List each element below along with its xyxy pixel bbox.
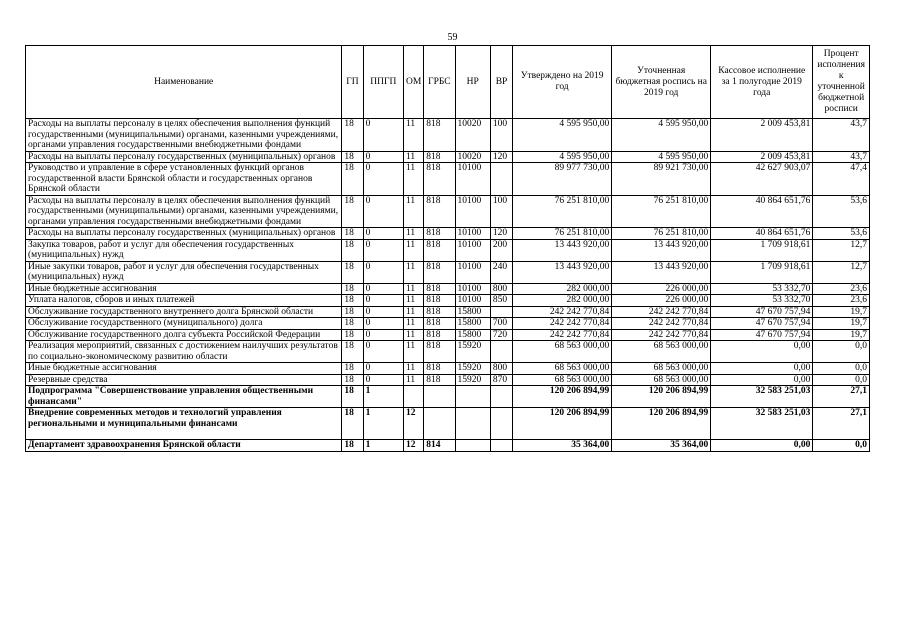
- table-row: [26, 151, 870, 163]
- cell-nr: [455, 408, 490, 440]
- header-om: ОМ: [404, 46, 424, 119]
- cell-vr: [490, 341, 512, 363]
- cell-updated: 76 251 810,00: [612, 195, 711, 228]
- cell-gp: 18: [342, 119, 363, 152]
- cell-percent: 0,0: [813, 363, 870, 375]
- cell-updated: 89 921 730,00: [612, 163, 711, 196]
- cell-nr: 15920: [455, 374, 490, 386]
- cell-approved: 282 000,00: [513, 283, 612, 295]
- cell-name: Расходы на выплаты персоналу государственных (муниципальных) органов: [26, 228, 342, 240]
- cell-grbs: 818: [424, 163, 455, 196]
- cell-gp: 18: [342, 440, 363, 452]
- cell-gp: 18: [342, 318, 363, 330]
- cell-om: 11: [404, 329, 424, 341]
- cell-grbs: 818: [424, 228, 455, 240]
- table-row: [26, 318, 870, 330]
- cell-percent: 53,6: [813, 228, 870, 240]
- cell-cash: 47 670 757,94: [711, 318, 813, 330]
- cell-updated: 68 563 000,00: [612, 363, 711, 375]
- cell-percent: 43,7: [813, 119, 870, 152]
- cell-nr: 10100: [455, 295, 490, 307]
- cell-cash: 0,00: [711, 363, 813, 375]
- cell-grbs: 818: [424, 341, 455, 363]
- cell-vr: 240: [490, 261, 512, 283]
- cell-grbs: 818: [424, 151, 455, 163]
- cell-cash: 40 864 651,76: [711, 195, 813, 228]
- cell-om: 11: [404, 119, 424, 152]
- cell-vr: 120: [490, 228, 512, 240]
- cell-cash: 2 009 453,81: [711, 151, 813, 163]
- table-row: [26, 195, 870, 228]
- cell-name: Иные бюджетные ассигнования: [26, 283, 342, 295]
- cell-ppgp: 0: [363, 261, 403, 283]
- cell-om: [404, 386, 424, 408]
- cell-vr: 100: [490, 195, 512, 228]
- cell-cash: 1 709 918,61: [711, 239, 813, 261]
- cell-percent: 0,0: [813, 374, 870, 386]
- cell-om: 12: [404, 408, 424, 440]
- table-row: [26, 440, 870, 452]
- cell-cash: 2 009 453,81: [711, 119, 813, 152]
- cell-ppgp: 0: [363, 119, 403, 152]
- cell-nr: 15800: [455, 318, 490, 330]
- cell-approved: 120 206 894,99: [513, 408, 612, 440]
- cell-cash: 32 583 251,03: [711, 386, 813, 408]
- header-approved: Утверждено на 2019 год: [513, 46, 612, 119]
- cell-cash: 47 670 757,94: [711, 306, 813, 318]
- cell-percent: 0,0: [813, 341, 870, 363]
- cell-updated: 120 206 894,99: [612, 386, 711, 408]
- cell-cash: 42 627 903,07: [711, 163, 813, 196]
- cell-gp: 18: [342, 306, 363, 318]
- cell-gp: 18: [342, 283, 363, 295]
- cell-om: 11: [404, 363, 424, 375]
- cell-approved: 4 595 950,00: [513, 119, 612, 152]
- cell-name: Закупка товаров, работ и услуг для обеспечения государственных (муниципальных) нужд: [26, 239, 342, 261]
- cell-vr: [490, 306, 512, 318]
- cell-updated: 242 242 770,84: [612, 318, 711, 330]
- cell-vr: 100: [490, 119, 512, 152]
- cell-om: 11: [404, 163, 424, 196]
- cell-gp: 18: [342, 408, 363, 440]
- cell-gp: 18: [342, 239, 363, 261]
- cell-ppgp: 0: [363, 283, 403, 295]
- cell-percent: 47,4: [813, 163, 870, 196]
- cell-ppgp: 1: [363, 408, 403, 440]
- cell-om: 11: [404, 341, 424, 363]
- budget-table: [25, 45, 870, 452]
- cell-ppgp: 0: [363, 151, 403, 163]
- cell-ppgp: 1: [363, 386, 403, 408]
- cell-updated: 13 443 920,00: [612, 239, 711, 261]
- cell-gp: 18: [342, 386, 363, 408]
- cell-name: Департамент здравоохранения Брянской области: [26, 440, 342, 452]
- cell-nr: [455, 386, 490, 408]
- cell-nr: 10100: [455, 239, 490, 261]
- cell-grbs: 818: [424, 329, 455, 341]
- cell-gp: 18: [342, 163, 363, 196]
- cell-ppgp: 0: [363, 363, 403, 375]
- cell-percent: 27,1: [813, 386, 870, 408]
- cell-name: Резервные средства: [26, 374, 342, 386]
- header-gp: ГП: [342, 46, 363, 119]
- cell-cash: 0,00: [711, 440, 813, 452]
- cell-grbs: 818: [424, 119, 455, 152]
- cell-om: 11: [404, 228, 424, 240]
- cell-vr: 200: [490, 239, 512, 261]
- cell-vr: [490, 408, 512, 440]
- header-nr: НР: [455, 46, 490, 119]
- cell-updated: 68 563 000,00: [612, 341, 711, 363]
- cell-gp: 18: [342, 295, 363, 307]
- cell-approved: 89 977 730,00: [513, 163, 612, 196]
- cell-om: 11: [404, 151, 424, 163]
- cell-vr: [490, 163, 512, 196]
- cell-name: Внедрение современных методов и технологий управления региональными и муниципальными финансами: [26, 408, 342, 440]
- cell-cash: 1 709 918,61: [711, 261, 813, 283]
- cell-name: Обслуживание государственного долга субъекта Российской Федерации: [26, 329, 342, 341]
- table-row: [26, 295, 870, 307]
- cell-name: Обслуживание государственного внутреннего долга Брянской области: [26, 306, 342, 318]
- cell-percent: 19,7: [813, 329, 870, 341]
- cell-name: Расходы на выплаты персоналу в целях обеспечения выполнения функций государственными (муниципальными) органами, казенными учреждениями, органами управления государственными внебюджетными фондами: [26, 195, 342, 228]
- table-row: [26, 306, 870, 318]
- cell-om: 11: [404, 283, 424, 295]
- cell-om: 11: [404, 295, 424, 307]
- cell-om: 11: [404, 261, 424, 283]
- table-row: [26, 374, 870, 386]
- cell-updated: 68 563 000,00: [612, 374, 711, 386]
- cell-grbs: 818: [424, 261, 455, 283]
- header-cash: Кассовое исполнение за 1 полугодие 2019 года: [711, 46, 813, 119]
- table-row: [26, 119, 870, 152]
- cell-ppgp: 0: [363, 374, 403, 386]
- cell-percent: 19,7: [813, 306, 870, 318]
- cell-om: 11: [404, 239, 424, 261]
- cell-approved: 242 242 770,84: [513, 306, 612, 318]
- cell-updated: 35 364,00: [612, 440, 711, 452]
- cell-approved: 282 000,00: [513, 295, 612, 307]
- cell-updated: 120 206 894,99: [612, 408, 711, 440]
- header-grbs: ГРБС: [424, 46, 455, 119]
- cell-updated: 242 242 770,84: [612, 306, 711, 318]
- cell-percent: 43,7: [813, 151, 870, 163]
- cell-ppgp: 0: [363, 329, 403, 341]
- cell-cash: 40 864 651,76: [711, 228, 813, 240]
- cell-name: Иные закупки товаров, работ и услуг для обеспечения государственных (муниципальных) нужд: [26, 261, 342, 283]
- cell-approved: 13 443 920,00: [513, 261, 612, 283]
- cell-percent: 12,7: [813, 261, 870, 283]
- cell-grbs: 818: [424, 195, 455, 228]
- cell-percent: 27,1: [813, 408, 870, 440]
- cell-nr: 10100: [455, 261, 490, 283]
- cell-percent: 23,6: [813, 283, 870, 295]
- table-row: [26, 341, 870, 363]
- table-row: [26, 283, 870, 295]
- cell-nr: [455, 440, 490, 452]
- cell-gp: 18: [342, 195, 363, 228]
- cell-nr: 10100: [455, 163, 490, 196]
- table-row: [26, 363, 870, 375]
- header-vr: ВР: [490, 46, 512, 119]
- cell-updated: 226 000,00: [612, 295, 711, 307]
- cell-updated: 4 595 950,00: [612, 151, 711, 163]
- cell-cash: 53 332,70: [711, 283, 813, 295]
- table-body: [26, 119, 870, 452]
- cell-name: Иные бюджетные ассигнования: [26, 363, 342, 375]
- cell-percent: 23,6: [813, 295, 870, 307]
- table-row: [26, 386, 870, 408]
- table-header-row: [26, 46, 870, 119]
- cell-percent: 12,7: [813, 239, 870, 261]
- cell-approved: 4 595 950,00: [513, 151, 612, 163]
- cell-ppgp: 0: [363, 306, 403, 318]
- cell-gp: 18: [342, 329, 363, 341]
- cell-nr: 10020: [455, 119, 490, 152]
- cell-grbs: 818: [424, 239, 455, 261]
- cell-cash: 0,00: [711, 374, 813, 386]
- cell-om: 11: [404, 318, 424, 330]
- cell-gp: 18: [342, 228, 363, 240]
- cell-approved: 68 563 000,00: [513, 341, 612, 363]
- cell-cash: 53 332,70: [711, 295, 813, 307]
- header-percent: Процент исполнения к уточненной бюджетной росписи: [813, 46, 870, 119]
- cell-percent: 19,7: [813, 318, 870, 330]
- cell-gp: 18: [342, 341, 363, 363]
- cell-nr: 15800: [455, 306, 490, 318]
- cell-name: Расходы на выплаты персоналу в целях обеспечения выполнения функций государственными (муниципальными) органами, казенными учреждениями, органами управления государственными внебюджетными фондами: [26, 119, 342, 152]
- cell-gp: 18: [342, 363, 363, 375]
- cell-updated: 4 595 950,00: [612, 119, 711, 152]
- cell-grbs: 818: [424, 295, 455, 307]
- cell-name: Руководство и управление в сфере установленных функций органов государственной власти Брянской области и государственных органов Брянской области: [26, 163, 342, 196]
- cell-cash: 0,00: [711, 341, 813, 363]
- cell-approved: 242 242 770,84: [513, 318, 612, 330]
- cell-gp: 18: [342, 374, 363, 386]
- header-ppgp: ППГП: [363, 46, 403, 119]
- cell-approved: 68 563 000,00: [513, 374, 612, 386]
- cell-name: Расходы на выплаты персоналу государственных (муниципальных) органов: [26, 151, 342, 163]
- cell-name: Реализация мероприятий, связанных с достижением наилучших результатов по социально-экономическому развитию области: [26, 341, 342, 363]
- cell-cash: 47 670 757,94: [711, 329, 813, 341]
- cell-vr: 800: [490, 363, 512, 375]
- page-number: 59: [447, 32, 458, 43]
- cell-vr: 850: [490, 295, 512, 307]
- cell-grbs: 818: [424, 363, 455, 375]
- cell-updated: 226 000,00: [612, 283, 711, 295]
- cell-updated: 242 242 770,84: [612, 329, 711, 341]
- cell-ppgp: 0: [363, 195, 403, 228]
- cell-grbs: 818: [424, 374, 455, 386]
- cell-nr: 15920: [455, 363, 490, 375]
- cell-vr: 700: [490, 318, 512, 330]
- cell-vr: 870: [490, 374, 512, 386]
- cell-om: 12: [404, 440, 424, 452]
- table-row: [26, 329, 870, 341]
- cell-nr: 10100: [455, 195, 490, 228]
- cell-vr: 120: [490, 151, 512, 163]
- header-name: Наименование: [26, 46, 342, 119]
- cell-ppgp: 1: [363, 440, 403, 452]
- table-row: [26, 408, 870, 440]
- cell-name: Обслуживание государственного (муниципального) долга: [26, 318, 342, 330]
- cell-grbs: [424, 408, 455, 440]
- cell-updated: 13 443 920,00: [612, 261, 711, 283]
- cell-nr: 10100: [455, 228, 490, 240]
- cell-nr: 10020: [455, 151, 490, 163]
- cell-ppgp: 0: [363, 341, 403, 363]
- cell-ppgp: 0: [363, 163, 403, 196]
- cell-grbs: 818: [424, 306, 455, 318]
- cell-approved: 120 206 894,99: [513, 386, 612, 408]
- cell-grbs: 818: [424, 283, 455, 295]
- cell-percent: 53,6: [813, 195, 870, 228]
- cell-approved: 242 242 770,84: [513, 329, 612, 341]
- cell-ppgp: 0: [363, 318, 403, 330]
- cell-nr: 10100: [455, 283, 490, 295]
- cell-vr: 720: [490, 329, 512, 341]
- cell-approved: 68 563 000,00: [513, 363, 612, 375]
- cell-approved: 76 251 810,00: [513, 228, 612, 240]
- cell-om: 11: [404, 195, 424, 228]
- cell-approved: 13 443 920,00: [513, 239, 612, 261]
- cell-grbs: 814: [424, 440, 455, 452]
- cell-gp: 18: [342, 261, 363, 283]
- table-row: [26, 163, 870, 196]
- cell-name: Уплата налогов, сборов и иных платежей: [26, 295, 342, 307]
- cell-grbs: 818: [424, 318, 455, 330]
- cell-name: Подпрограмма "Совершенствование управления общественными финансами": [26, 386, 342, 408]
- cell-grbs: [424, 386, 455, 408]
- cell-gp: 18: [342, 151, 363, 163]
- header-updated: Уточненная бюджетная роспись на 2019 год: [612, 46, 711, 119]
- cell-vr: [490, 386, 512, 408]
- table-row: [26, 228, 870, 240]
- cell-updated: 76 251 810,00: [612, 228, 711, 240]
- cell-om: 11: [404, 374, 424, 386]
- cell-approved: 76 251 810,00: [513, 195, 612, 228]
- cell-approved: 35 364,00: [513, 440, 612, 452]
- cell-vr: [490, 440, 512, 452]
- cell-nr: 15800: [455, 329, 490, 341]
- cell-ppgp: 0: [363, 239, 403, 261]
- cell-cash: 32 583 251,03: [711, 408, 813, 440]
- table-row: [26, 239, 870, 261]
- cell-om: 11: [404, 306, 424, 318]
- cell-vr: 800: [490, 283, 512, 295]
- cell-nr: 15920: [455, 341, 490, 363]
- cell-percent: 0,0: [813, 440, 870, 452]
- cell-ppgp: 0: [363, 228, 403, 240]
- cell-ppgp: 0: [363, 295, 403, 307]
- table-row: [26, 261, 870, 283]
